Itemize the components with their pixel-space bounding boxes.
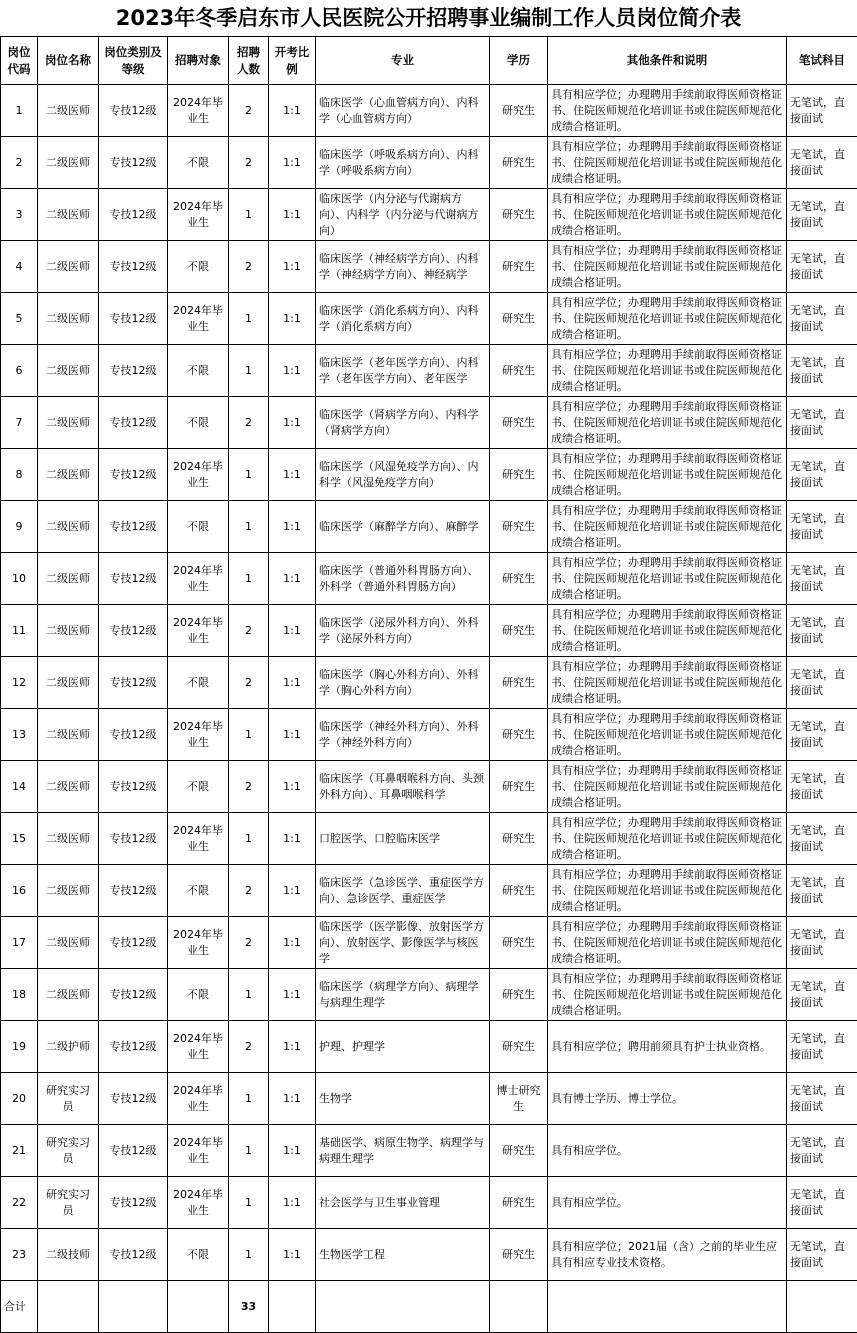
header-exam: 笔试科目 bbox=[787, 37, 857, 85]
table-row bbox=[1, 761, 857, 813]
cell-target: 2024年毕业生 bbox=[168, 449, 229, 501]
cell-conditions: 具有博士学历、博士学位。 bbox=[548, 1073, 787, 1125]
table-row bbox=[1, 501, 857, 553]
cell-target: 2024年毕业生 bbox=[168, 85, 229, 137]
cell-education: 研究生 bbox=[490, 865, 548, 917]
cell-exam: 无笔试，直接面试 bbox=[787, 1073, 857, 1125]
cell-conditions: 具有相应学位；2021届（含）之前的毕业生应具有相应专业技术资格。 bbox=[548, 1229, 787, 1281]
cell-exam: 无笔试，直接面试 bbox=[787, 1125, 857, 1177]
cell-major: 口腔医学、口腔临床医学 bbox=[316, 813, 490, 865]
cell-major: 临床医学（消化系病方向）、内科学（消化系病方向） bbox=[316, 293, 490, 345]
total-empty-cell bbox=[168, 1281, 229, 1333]
cell-major: 生物医学工程 bbox=[316, 1229, 490, 1281]
cell-count: 2 bbox=[229, 137, 269, 189]
cell-ratio: 1:1 bbox=[269, 1177, 316, 1229]
cell-exam: 无笔试，直接面试 bbox=[787, 241, 857, 293]
cell-target: 不限 bbox=[168, 241, 229, 293]
cell-category: 专技12级 bbox=[99, 917, 168, 969]
cell-exam: 无笔试，直接面试 bbox=[787, 917, 857, 969]
cell-conditions: 具有相应学位；办理聘用手续前取得医师资格证书、住院医师规范化培训证书或住院医师规范化成绩合格证明。 bbox=[548, 241, 787, 293]
cell-code: 19 bbox=[1, 1021, 38, 1073]
cell-count: 2 bbox=[229, 761, 269, 813]
cell-conditions: 具有相应学位；办理聘用手续前取得医师资格证书、住院医师规范化培训证书或住院医师规范化成绩合格证明。 bbox=[548, 605, 787, 657]
cell-ratio: 1:1 bbox=[269, 137, 316, 189]
cell-count: 2 bbox=[229, 397, 269, 449]
cell-code: 10 bbox=[1, 553, 38, 605]
cell-major: 基础医学、病原生物学、病理学与病理生理学 bbox=[316, 1125, 490, 1177]
cell-education: 博士研究生 bbox=[490, 1073, 548, 1125]
cell-education: 研究生 bbox=[490, 761, 548, 813]
table-row bbox=[1, 657, 857, 709]
cell-ratio: 1:1 bbox=[269, 85, 316, 137]
cell-major: 临床医学（泌尿外科方向）、外科学（泌尿外科方向） bbox=[316, 605, 490, 657]
cell-name: 二级医师 bbox=[38, 969, 99, 1021]
cell-target: 不限 bbox=[168, 501, 229, 553]
cell-education: 研究生 bbox=[490, 1177, 548, 1229]
cell-ratio: 1:1 bbox=[269, 709, 316, 761]
cell-major: 生物学 bbox=[316, 1073, 490, 1125]
cell-name: 二级医师 bbox=[38, 397, 99, 449]
cell-code: 12 bbox=[1, 657, 38, 709]
cell-ratio: 1:1 bbox=[269, 345, 316, 397]
table-row bbox=[1, 865, 857, 917]
cell-count: 1 bbox=[229, 1125, 269, 1177]
cell-target: 2024年毕业生 bbox=[168, 293, 229, 345]
total-row bbox=[1, 1281, 857, 1333]
cell-conditions: 具有相应学位；办理聘用手续前取得医师资格证书、住院医师规范化培训证书或住院医师规范化成绩合格证明。 bbox=[548, 865, 787, 917]
cell-category: 专技12级 bbox=[99, 85, 168, 137]
cell-conditions: 具有相应学位；办理聘用手续前取得医师资格证书、住院医师规范化培训证书或住院医师规范化成绩合格证明。 bbox=[548, 85, 787, 137]
cell-category: 专技12级 bbox=[99, 813, 168, 865]
table-row bbox=[1, 1125, 857, 1177]
header-conditions: 其他条件和说明 bbox=[548, 37, 787, 85]
cell-education: 研究生 bbox=[490, 917, 548, 969]
cell-name: 二级技师 bbox=[38, 1229, 99, 1281]
header-major: 专业 bbox=[316, 37, 490, 85]
cell-conditions: 具有相应学位；办理聘用手续前取得医师资格证书、住院医师规范化培训证书或住院医师规范化成绩合格证明。 bbox=[548, 917, 787, 969]
cell-count: 1 bbox=[229, 189, 269, 241]
cell-code: 6 bbox=[1, 345, 38, 397]
cell-exam: 无笔试，直接面试 bbox=[787, 397, 857, 449]
cell-major: 护理、护理学 bbox=[316, 1021, 490, 1073]
cell-ratio: 1:1 bbox=[269, 293, 316, 345]
cell-education: 研究生 bbox=[490, 1021, 548, 1073]
table-row bbox=[1, 709, 857, 761]
cell-ratio: 1:1 bbox=[269, 553, 316, 605]
cell-name: 研究实习员 bbox=[38, 1073, 99, 1125]
cell-education: 研究生 bbox=[490, 345, 548, 397]
cell-target: 不限 bbox=[168, 761, 229, 813]
cell-education: 研究生 bbox=[490, 605, 548, 657]
cell-exam: 无笔试，直接面试 bbox=[787, 761, 857, 813]
cell-exam: 无笔试，直接面试 bbox=[787, 449, 857, 501]
cell-exam: 无笔试，直接面试 bbox=[787, 605, 857, 657]
table-row bbox=[1, 1021, 857, 1073]
cell-ratio: 1:1 bbox=[269, 501, 316, 553]
cell-name: 二级医师 bbox=[38, 709, 99, 761]
table-row bbox=[1, 241, 857, 293]
table-row bbox=[1, 553, 857, 605]
cell-name: 研究实习员 bbox=[38, 1125, 99, 1177]
cell-exam: 无笔试，直接面试 bbox=[787, 293, 857, 345]
cell-category: 专技12级 bbox=[99, 1021, 168, 1073]
cell-ratio: 1:1 bbox=[269, 657, 316, 709]
cell-code: 23 bbox=[1, 1229, 38, 1281]
cell-ratio: 1:1 bbox=[269, 865, 316, 917]
cell-education: 研究生 bbox=[490, 969, 548, 1021]
cell-ratio: 1:1 bbox=[269, 241, 316, 293]
cell-ratio: 1:1 bbox=[269, 969, 316, 1021]
cell-count: 2 bbox=[229, 241, 269, 293]
cell-category: 专技12级 bbox=[99, 1177, 168, 1229]
cell-major: 临床医学（风湿免疫学方向）、内科学（风湿免疫学方向） bbox=[316, 449, 490, 501]
cell-count: 1 bbox=[229, 345, 269, 397]
cell-conditions: 具有相应学位；办理聘用手续前取得医师资格证书、住院医师规范化培训证书或住院医师规范化成绩合格证明。 bbox=[548, 293, 787, 345]
cell-target: 不限 bbox=[168, 1229, 229, 1281]
cell-target: 不限 bbox=[168, 397, 229, 449]
cell-category: 专技12级 bbox=[99, 657, 168, 709]
cell-major: 临床医学（内分泌与代谢病方向）、内科学（内分泌与代谢病方向） bbox=[316, 189, 490, 241]
cell-category: 专技12级 bbox=[99, 1073, 168, 1125]
cell-name: 二级医师 bbox=[38, 189, 99, 241]
header-code: 岗位代码 bbox=[1, 37, 38, 85]
cell-education: 研究生 bbox=[490, 657, 548, 709]
table-row bbox=[1, 1177, 857, 1229]
cell-name: 二级护师 bbox=[38, 1021, 99, 1073]
cell-ratio: 1:1 bbox=[269, 1125, 316, 1177]
table-row bbox=[1, 397, 857, 449]
total-empty-cell bbox=[316, 1281, 490, 1333]
cell-count: 2 bbox=[229, 605, 269, 657]
cell-major: 临床医学（急诊医学、重症医学方向）、急诊医学、重症医学 bbox=[316, 865, 490, 917]
cell-code: 2 bbox=[1, 137, 38, 189]
cell-name: 二级医师 bbox=[38, 605, 99, 657]
table-row bbox=[1, 605, 857, 657]
cell-count: 2 bbox=[229, 657, 269, 709]
cell-major: 临床医学（麻醉学方向）、麻醉学 bbox=[316, 501, 490, 553]
cell-major: 临床医学（普通外科胃肠方向）、外科学（普通外科胃肠方向） bbox=[316, 553, 490, 605]
cell-name: 二级医师 bbox=[38, 813, 99, 865]
cell-conditions: 具有相应学位；办理聘用手续前取得医师资格证书、住院医师规范化培训证书或住院医师规范化成绩合格证明。 bbox=[548, 969, 787, 1021]
table-row bbox=[1, 293, 857, 345]
cell-count: 2 bbox=[229, 85, 269, 137]
total-empty-cell bbox=[269, 1281, 316, 1333]
cell-conditions: 具有相应学位；办理聘用手续前取得医师资格证书、住院医师规范化培训证书或住院医师规范化成绩合格证明。 bbox=[548, 397, 787, 449]
cell-target: 不限 bbox=[168, 969, 229, 1021]
total-label: 合计 bbox=[1, 1281, 38, 1333]
cell-category: 专技12级 bbox=[99, 969, 168, 1021]
cell-education: 研究生 bbox=[490, 137, 548, 189]
cell-name: 二级医师 bbox=[38, 137, 99, 189]
cell-exam: 无笔试，直接面试 bbox=[787, 345, 857, 397]
cell-education: 研究生 bbox=[490, 85, 548, 137]
cell-target: 2024年毕业生 bbox=[168, 1125, 229, 1177]
table-row bbox=[1, 1073, 857, 1125]
cell-code: 9 bbox=[1, 501, 38, 553]
cell-major: 临床医学（呼吸系病方向）、内科学（呼吸系病方向） bbox=[316, 137, 490, 189]
cell-conditions: 具有相应学位。 bbox=[548, 1177, 787, 1229]
cell-code: 1 bbox=[1, 85, 38, 137]
table-row bbox=[1, 189, 857, 241]
cell-target: 2024年毕业生 bbox=[168, 1021, 229, 1073]
cell-category: 专技12级 bbox=[99, 241, 168, 293]
cell-exam: 无笔试，直接面试 bbox=[787, 813, 857, 865]
cell-code: 21 bbox=[1, 1125, 38, 1177]
cell-name: 二级医师 bbox=[38, 501, 99, 553]
cell-code: 20 bbox=[1, 1073, 38, 1125]
cell-education: 研究生 bbox=[490, 709, 548, 761]
cell-code: 7 bbox=[1, 397, 38, 449]
cell-code: 15 bbox=[1, 813, 38, 865]
cell-ratio: 1:1 bbox=[269, 761, 316, 813]
cell-ratio: 1:1 bbox=[269, 1073, 316, 1125]
cell-count: 1 bbox=[229, 813, 269, 865]
cell-exam: 无笔试，直接面试 bbox=[787, 85, 857, 137]
header-education: 学历 bbox=[490, 37, 548, 85]
cell-conditions: 具有相应学位；聘用前须具有护士执业资格。 bbox=[548, 1021, 787, 1073]
cell-category: 专技12级 bbox=[99, 865, 168, 917]
cell-code: 8 bbox=[1, 449, 38, 501]
cell-code: 14 bbox=[1, 761, 38, 813]
cell-exam: 无笔试，直接面试 bbox=[787, 969, 857, 1021]
cell-target: 2024年毕业生 bbox=[168, 1177, 229, 1229]
cell-education: 研究生 bbox=[490, 501, 548, 553]
table-row bbox=[1, 969, 857, 1021]
cell-exam: 无笔试，直接面试 bbox=[787, 553, 857, 605]
total-empty-cell bbox=[787, 1281, 857, 1333]
cell-exam: 无笔试，直接面试 bbox=[787, 1229, 857, 1281]
cell-target: 不限 bbox=[168, 345, 229, 397]
cell-name: 二级医师 bbox=[38, 917, 99, 969]
cell-ratio: 1:1 bbox=[269, 189, 316, 241]
cell-count: 1 bbox=[229, 969, 269, 1021]
cell-target: 不限 bbox=[168, 137, 229, 189]
cell-exam: 无笔试，直接面试 bbox=[787, 865, 857, 917]
cell-ratio: 1:1 bbox=[269, 1021, 316, 1073]
cell-conditions: 具有相应学位；办理聘用手续前取得医师资格证书、住院医师规范化培训证书或住院医师规范化成绩合格证明。 bbox=[548, 449, 787, 501]
cell-count: 2 bbox=[229, 1021, 269, 1073]
position-table bbox=[0, 36, 857, 1333]
cell-name: 二级医师 bbox=[38, 657, 99, 709]
cell-conditions: 具有相应学位；办理聘用手续前取得医师资格证书、住院医师规范化培训证书或住院医师规范化成绩合格证明。 bbox=[548, 657, 787, 709]
cell-count: 1 bbox=[229, 553, 269, 605]
table-row bbox=[1, 1229, 857, 1281]
cell-major: 临床医学（老年医学方向）、内科学（老年医学方向）、老年医学 bbox=[316, 345, 490, 397]
header-name: 岗位名称 bbox=[38, 37, 99, 85]
total-empty-cell bbox=[38, 1281, 99, 1333]
cell-education: 研究生 bbox=[490, 449, 548, 501]
table-body bbox=[1, 85, 857, 1281]
cell-ratio: 1:1 bbox=[269, 397, 316, 449]
cell-major: 临床医学（心血管病方向）、内科学（心血管病方向） bbox=[316, 85, 490, 137]
cell-category: 专技12级 bbox=[99, 345, 168, 397]
cell-education: 研究生 bbox=[490, 553, 548, 605]
cell-category: 专技12级 bbox=[99, 449, 168, 501]
cell-major: 临床医学（神经外科方向）、外科学（神经外科方向） bbox=[316, 709, 490, 761]
header-category: 岗位类别及等级 bbox=[99, 37, 168, 85]
header-ratio: 开考比例 bbox=[269, 37, 316, 85]
page-title: 2023年冬季启东市人民医院公开招聘事业编制工作人员岗位简介表 bbox=[0, 0, 857, 36]
cell-exam: 无笔试，直接面试 bbox=[787, 709, 857, 761]
cell-major: 社会医学与卫生事业管理 bbox=[316, 1177, 490, 1229]
cell-code: 16 bbox=[1, 865, 38, 917]
cell-count: 1 bbox=[229, 709, 269, 761]
cell-category: 专技12级 bbox=[99, 605, 168, 657]
cell-code: 4 bbox=[1, 241, 38, 293]
cell-target: 2024年毕业生 bbox=[168, 553, 229, 605]
cell-ratio: 1:1 bbox=[269, 813, 316, 865]
cell-major: 临床医学（医学影像、放射医学方向）、放射医学、影像医学与核医学 bbox=[316, 917, 490, 969]
cell-target: 2024年毕业生 bbox=[168, 813, 229, 865]
cell-count: 1 bbox=[229, 1073, 269, 1125]
cell-ratio: 1:1 bbox=[269, 605, 316, 657]
cell-code: 22 bbox=[1, 1177, 38, 1229]
total-empty-cell bbox=[99, 1281, 168, 1333]
cell-name: 二级医师 bbox=[38, 345, 99, 397]
cell-code: 5 bbox=[1, 293, 38, 345]
cell-major: 临床医学（胸心外科方向）、外科学（胸心外科方向） bbox=[316, 657, 490, 709]
total-empty-cell bbox=[490, 1281, 548, 1333]
cell-exam: 无笔试，直接面试 bbox=[787, 1177, 857, 1229]
cell-count: 1 bbox=[229, 1229, 269, 1281]
cell-target: 2024年毕业生 bbox=[168, 605, 229, 657]
cell-name: 二级医师 bbox=[38, 553, 99, 605]
cell-category: 专技12级 bbox=[99, 397, 168, 449]
cell-ratio: 1:1 bbox=[269, 917, 316, 969]
cell-name: 二级医师 bbox=[38, 85, 99, 137]
cell-category: 专技12级 bbox=[99, 553, 168, 605]
cell-target: 不限 bbox=[168, 865, 229, 917]
cell-conditions: 具有相应学位；办理聘用手续前取得医师资格证书、住院医师规范化培训证书或住院医师规范化成绩合格证明。 bbox=[548, 501, 787, 553]
table-row bbox=[1, 137, 857, 189]
total-count: 33 bbox=[229, 1281, 269, 1333]
cell-conditions: 具有相应学位；办理聘用手续前取得医师资格证书、住院医师规范化培训证书或住院医师规范化成绩合格证明。 bbox=[548, 761, 787, 813]
cell-target: 2024年毕业生 bbox=[168, 189, 229, 241]
cell-code: 11 bbox=[1, 605, 38, 657]
table-row bbox=[1, 449, 857, 501]
cell-conditions: 具有相应学位；办理聘用手续前取得医师资格证书、住院医师规范化培训证书或住院医师规范化成绩合格证明。 bbox=[548, 189, 787, 241]
cell-code: 3 bbox=[1, 189, 38, 241]
cell-category: 专技12级 bbox=[99, 189, 168, 241]
table-row bbox=[1, 917, 857, 969]
cell-name: 研究实习员 bbox=[38, 1177, 99, 1229]
table-row bbox=[1, 345, 857, 397]
cell-education: 研究生 bbox=[490, 293, 548, 345]
cell-major: 临床医学（肾病学方向）、内科学（肾病学方向） bbox=[316, 397, 490, 449]
cell-code: 18 bbox=[1, 969, 38, 1021]
cell-target: 2024年毕业生 bbox=[168, 709, 229, 761]
header-count: 招聘人数 bbox=[229, 37, 269, 85]
cell-count: 2 bbox=[229, 917, 269, 969]
cell-name: 二级医师 bbox=[38, 761, 99, 813]
cell-ratio: 1:1 bbox=[269, 449, 316, 501]
cell-category: 专技12级 bbox=[99, 501, 168, 553]
cell-count: 2 bbox=[229, 865, 269, 917]
cell-name: 二级医师 bbox=[38, 449, 99, 501]
cell-category: 专技12级 bbox=[99, 761, 168, 813]
cell-education: 研究生 bbox=[490, 189, 548, 241]
cell-conditions: 具有相应学位；办理聘用手续前取得医师资格证书、住院医师规范化培训证书或住院医师规范化成绩合格证明。 bbox=[548, 813, 787, 865]
cell-conditions: 具有相应学位；办理聘用手续前取得医师资格证书、住院医师规范化培训证书或住院医师规范化成绩合格证明。 bbox=[548, 345, 787, 397]
cell-target: 2024年毕业生 bbox=[168, 917, 229, 969]
cell-target: 不限 bbox=[168, 657, 229, 709]
cell-count: 1 bbox=[229, 293, 269, 345]
cell-code: 13 bbox=[1, 709, 38, 761]
cell-conditions: 具有相应学位；办理聘用手续前取得医师资格证书、住院医师规范化培训证书或住院医师规范化成绩合格证明。 bbox=[548, 137, 787, 189]
cell-target: 2024年毕业生 bbox=[168, 1073, 229, 1125]
cell-education: 研究生 bbox=[490, 397, 548, 449]
cell-exam: 无笔试，直接面试 bbox=[787, 1021, 857, 1073]
cell-category: 专技12级 bbox=[99, 293, 168, 345]
total-empty-cell bbox=[548, 1281, 787, 1333]
table-row bbox=[1, 813, 857, 865]
header-target: 招聘对象 bbox=[168, 37, 229, 85]
cell-name: 二级医师 bbox=[38, 865, 99, 917]
cell-ratio: 1:1 bbox=[269, 1229, 316, 1281]
cell-education: 研究生 bbox=[490, 1125, 548, 1177]
cell-education: 研究生 bbox=[490, 1229, 548, 1281]
cell-count: 1 bbox=[229, 1177, 269, 1229]
cell-education: 研究生 bbox=[490, 241, 548, 293]
cell-education: 研究生 bbox=[490, 813, 548, 865]
table-row bbox=[1, 85, 857, 137]
cell-code: 17 bbox=[1, 917, 38, 969]
cell-category: 专技12级 bbox=[99, 709, 168, 761]
cell-conditions: 具有相应学位。 bbox=[548, 1125, 787, 1177]
cell-exam: 无笔试，直接面试 bbox=[787, 189, 857, 241]
cell-exam: 无笔试，直接面试 bbox=[787, 657, 857, 709]
cell-major: 临床医学（耳鼻咽喉科方向、头颈外科方向）、耳鼻咽喉科学 bbox=[316, 761, 490, 813]
cell-conditions: 具有相应学位；办理聘用手续前取得医师资格证书、住院医师规范化培训证书或住院医师规范化成绩合格证明。 bbox=[548, 553, 787, 605]
cell-count: 1 bbox=[229, 449, 269, 501]
table-header-row bbox=[1, 37, 857, 85]
cell-name: 二级医师 bbox=[38, 241, 99, 293]
cell-major: 临床医学（神经病学方向）、内科学（神经病学方向）、神经病学 bbox=[316, 241, 490, 293]
cell-category: 专技12级 bbox=[99, 1229, 168, 1281]
cell-conditions: 具有相应学位；办理聘用手续前取得医师资格证书、住院医师规范化培训证书或住院医师规范化成绩合格证明。 bbox=[548, 709, 787, 761]
cell-major: 临床医学（病理学方向）、病理学与病理生理学 bbox=[316, 969, 490, 1021]
cell-count: 1 bbox=[229, 501, 269, 553]
cell-exam: 无笔试，直接面试 bbox=[787, 137, 857, 189]
cell-name: 二级医师 bbox=[38, 293, 99, 345]
cell-category: 专技12级 bbox=[99, 137, 168, 189]
cell-exam: 无笔试，直接面试 bbox=[787, 501, 857, 553]
cell-category: 专技12级 bbox=[99, 1125, 168, 1177]
